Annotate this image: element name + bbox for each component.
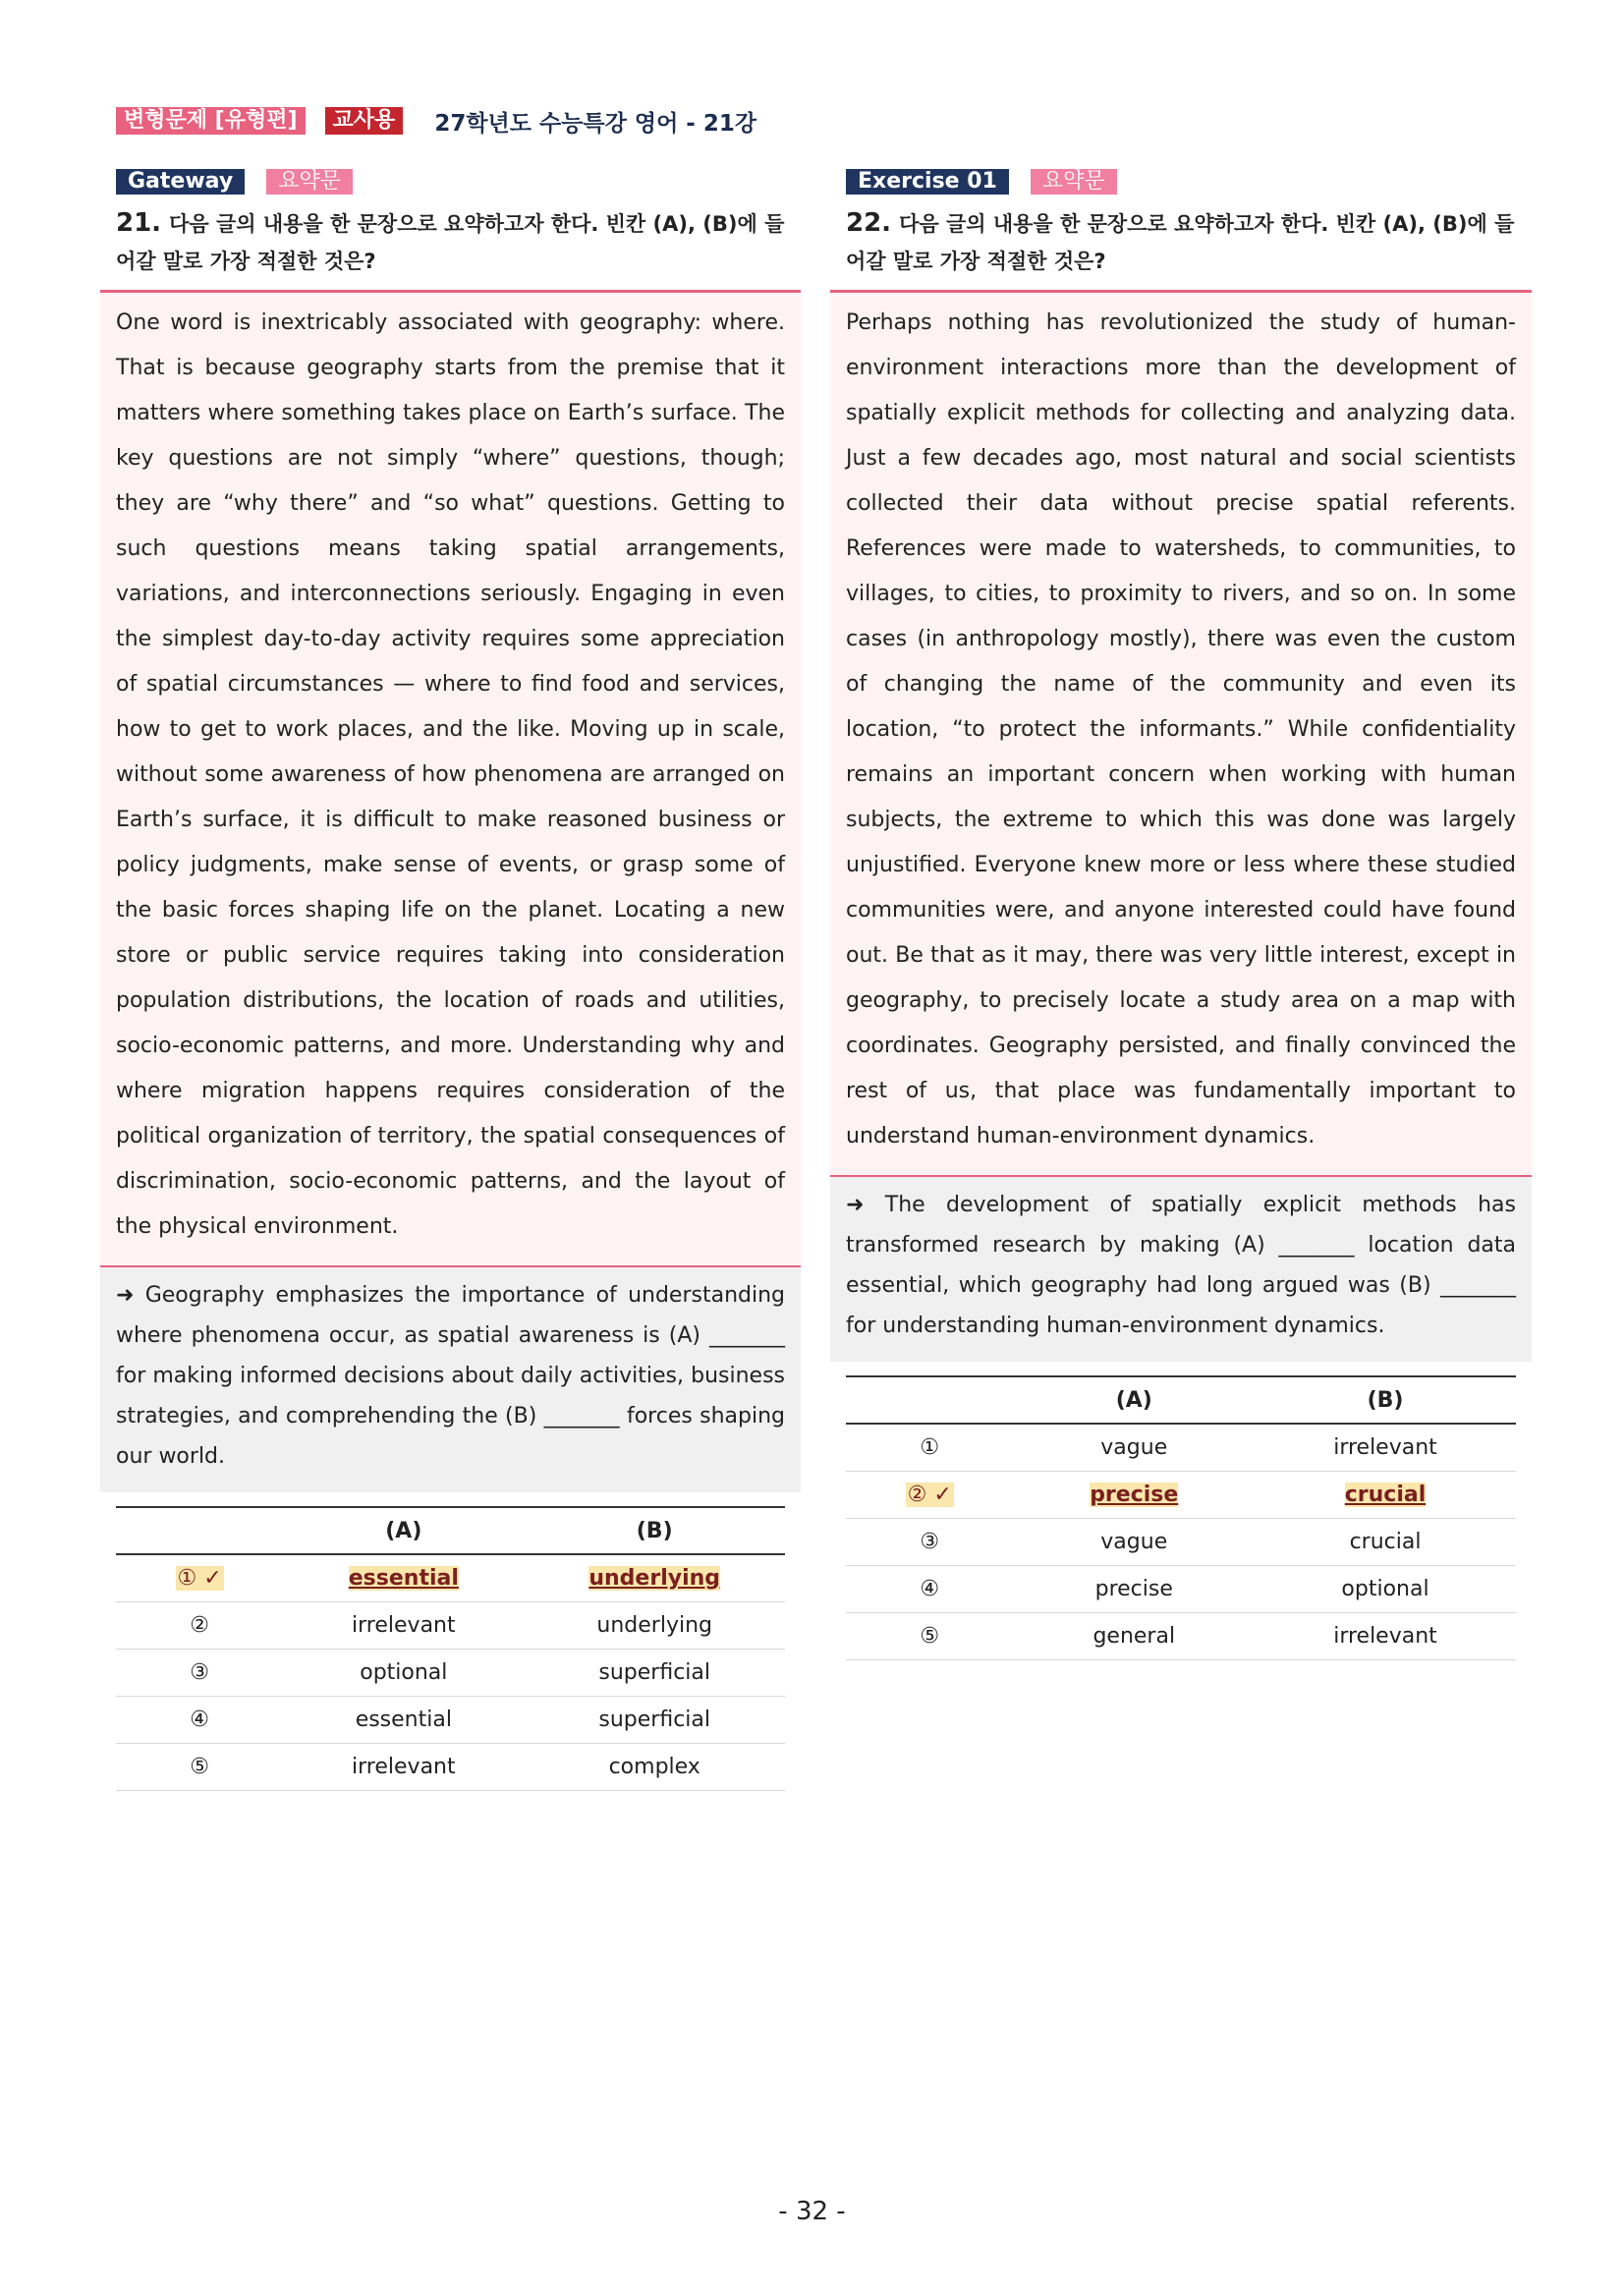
summary-type-label: 요약문	[266, 169, 353, 195]
option-row[interactable]	[116, 1697, 785, 1744]
option-b: superficial	[524, 1650, 785, 1697]
right-column	[830, 169, 1532, 1660]
header-b: (B)	[524, 1507, 785, 1554]
option-mark: ⑤	[846, 1613, 1014, 1660]
option-a: vague	[1014, 1424, 1256, 1472]
page-header	[116, 104, 756, 138]
table-header	[846, 1376, 1516, 1424]
type-tag: 변형문제 [유형편]	[116, 107, 306, 135]
option-a: essential	[348, 1566, 459, 1591]
option-a: irrelevant	[283, 1602, 524, 1650]
teacher-tag: 교사용	[325, 107, 404, 135]
option-b: optional	[1255, 1566, 1516, 1613]
option-b: irrelevant	[1255, 1424, 1516, 1472]
option-mark: ⑤	[116, 1744, 283, 1791]
summary-21: ➜ Geography emphasizes the importance of understanding where phenomena occur, as spatial awareness is (A) _______ for making informed decisions about daily activities, business strategies, and comprehending the (B) _______ forces shaping our world.	[100, 1267, 801, 1492]
option-mark: ③	[116, 1650, 283, 1697]
option-mark: ② ✓	[907, 1483, 952, 1507]
question-text: 다음 글의 내용을 한 문장으로 요약하고자 한다. 빈칸 (A), (B)에 들어갈 말로 가장 적절한 것은?	[116, 212, 785, 273]
question-number: 22.	[846, 208, 892, 238]
option-b: underlying	[524, 1602, 785, 1650]
option-a: precise	[1090, 1483, 1179, 1507]
option-mark: ④	[116, 1697, 283, 1744]
option-a: precise	[1014, 1566, 1256, 1613]
summary-22: ➜ The development of spatially explicit methods has transformed research by making (A) _______ location data essential, which geography had long argued was (B) _______ for understanding human-environment dynamics.	[830, 1177, 1532, 1362]
summary-type-label: 요약문	[1031, 169, 1117, 195]
left-labels	[116, 169, 801, 195]
question-22	[846, 204, 1532, 280]
option-mark: ③	[846, 1519, 1014, 1566]
passage-21: One word is inextricably associated with geography: where. That is because geography starts from the premise that it matters where something takes place on Earth’s surface. The key questions are not simply “where” questions, though; they are “why there” and “so what” questions. Getting to such questions means taking spatial arrangements, variations, and interconnections seriously. Engaging in even the simplest day-to-day activity requires some appreciation of spatial circumstances — where to find food and services, how to get to work places, and the like. Moving up in scale, without some awareness of how phenomena are arranged on Earth’s surface, it is difficult to make reasoned business or policy judgments, make sense of events, or grasp some of the basic forces shaping life on the planet. Locating a new store or public service requires taking into consideration population distributions, the location of roads and utilities, socio-economic patterns, and more. Understanding why and where migration happens requires consideration of the political organization of territory, the spatial consequences of discrimination, socio-economic patterns, and the layout of the physical environment.	[100, 290, 801, 1267]
passage-22: Perhaps nothing has revolutionized the study of human-environment interactions more than the development of spatially explicit methods for collecting and analyzing data. Just a few decades ago, most natural and social scientists collected their data without precise spatial referents. References were made to watersheds, to communities, to villages, to cities, to proximity to rivers, and so on. In some cases (in anthropology mostly), there was even the custom of changing the name of the community and even its location, “to protect the informants.” While confidentiality remains an important concern when working with human subjects, the extreme to which this was done was largely unjustified. Everyone knew more or less where these studied communities were, and anyone interested could have found out. Be that as it may, there was very little interest, except in geography, to precisely locate a study area on a map with coordinates. Geography persisted, and finally convinced the rest of us, that place was fundamentally important to understand human-environment dynamics.	[830, 290, 1532, 1177]
option-row[interactable]	[846, 1613, 1516, 1660]
page-number: - 32 -	[778, 2197, 846, 2226]
option-a: optional	[283, 1650, 524, 1697]
option-row[interactable]	[116, 1554, 785, 1602]
exercise-label: Exercise 01	[846, 169, 1009, 195]
options-table-21	[116, 1506, 785, 1791]
option-a: general	[1014, 1613, 1256, 1660]
option-b: irrelevant	[1255, 1613, 1516, 1660]
question-21	[116, 204, 801, 280]
option-row[interactable]	[116, 1650, 785, 1697]
option-b: crucial	[1344, 1483, 1427, 1507]
gateway-label: Gateway	[116, 169, 245, 195]
option-b: complex	[524, 1744, 785, 1791]
header-b: (B)	[1255, 1376, 1516, 1424]
header-a: (A)	[1014, 1376, 1256, 1424]
option-mark: ④	[846, 1566, 1014, 1613]
option-b: crucial	[1255, 1519, 1516, 1566]
option-a: vague	[1014, 1519, 1256, 1566]
option-b: underlying	[588, 1566, 721, 1591]
table-header	[116, 1507, 785, 1554]
options-table-22	[846, 1375, 1516, 1660]
option-a: irrelevant	[283, 1744, 524, 1791]
question-number: 21.	[116, 208, 162, 238]
option-b: superficial	[524, 1697, 785, 1744]
option-mark: ①	[846, 1424, 1014, 1472]
right-labels	[846, 169, 1532, 195]
option-row[interactable]	[846, 1472, 1516, 1519]
option-row[interactable]	[846, 1566, 1516, 1613]
option-mark: ① ✓	[177, 1566, 222, 1591]
option-a: essential	[283, 1697, 524, 1744]
question-text: 다음 글의 내용을 한 문장으로 요약하고자 한다. 빈칸 (A), (B)에 들어갈 말로 가장 적절한 것은?	[846, 212, 1515, 273]
header-title: 27학년도 수능특강 영어 - 21강	[434, 110, 757, 137]
option-row[interactable]	[846, 1424, 1516, 1472]
option-row[interactable]	[116, 1744, 785, 1791]
option-row[interactable]	[116, 1602, 785, 1650]
option-mark: ②	[116, 1602, 283, 1650]
left-column	[100, 169, 801, 1791]
option-row[interactable]	[846, 1519, 1516, 1566]
header-a: (A)	[283, 1507, 524, 1554]
